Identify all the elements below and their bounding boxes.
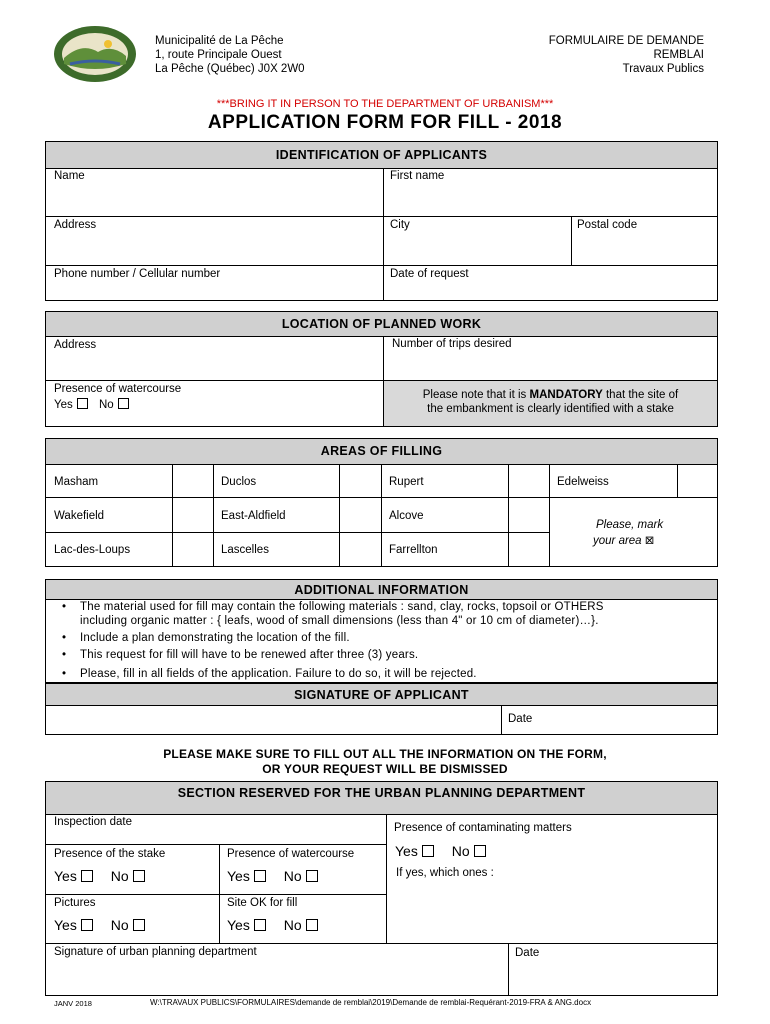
checked-box-icon: ⊠ [644,535,655,547]
form-type1: FORMULAIRE DE DEMANDE [548,35,704,47]
first-name-field[interactable] [385,184,717,215]
department: Travaux Publics [622,63,704,75]
if-yes-label: If yes, which ones : [396,867,494,879]
bullet1-line2: including organic matter : { leafs, wood of small dimensions (less than 4" or 10 cm of diameter)…}. [80,615,599,627]
form-type2: REMBLAI [653,49,704,61]
stake-yes-label: Yes [54,868,77,884]
area-masham: Masham [54,476,99,488]
note-mandatory: MANDATORY [529,389,603,401]
watercourse-no-label: No [98,399,114,411]
area-farrellton: Farrellton [389,544,438,556]
mark-area-text: your area [593,535,642,547]
date-request-field[interactable] [385,282,717,300]
note-post: that the site of [605,389,679,401]
additional-heading: ADDITIONAL INFORMATION [45,579,718,600]
area-duclos: Duclos [221,476,257,488]
pictures-yes-label: Yes [54,917,77,933]
footer-date: JANV 2018 [54,999,92,1008]
stake-options [54,868,145,884]
bullet-dot: • [62,601,67,613]
reserved-watercourse-options [227,868,318,884]
stake-label: Presence of the stake [54,848,166,860]
postal-code-field[interactable] [573,233,717,264]
stake-yes-checkbox[interactable] [81,870,93,882]
area-wakefield-box[interactable] [173,498,213,532]
contaminating-yes-label: Yes [395,843,418,859]
city-label: City [390,219,410,231]
date-request-label: Date of request [390,268,469,280]
trips-field[interactable] [385,352,717,379]
mark-area-line2 [593,533,654,547]
city-field[interactable] [385,233,570,264]
inspection-date-label: Inspection date [54,816,133,828]
area-alcove: Alcove [389,510,424,522]
contaminating-options [395,843,486,859]
area-lac-des-loups: Lac-des-Loups [54,544,131,556]
location-heading: LOCATION OF PLANNED WORK [45,311,718,337]
mandatory-note-line1 [384,389,717,401]
site-ok-yes-label: Yes [227,917,250,933]
urban-signature-field[interactable] [46,962,507,995]
contaminating-no-label: No [451,843,470,859]
bullet-dot: • [62,649,67,661]
page-title: APPLICATION FORM FOR FILL - 2018 [207,112,563,133]
mark-area-line1: Please, mark [596,519,664,531]
warning-line1: PLEASE MAKE SURE TO FILL OUT ALL THE INFORMATION ON THE FORM, [163,747,607,761]
phone-label: Phone number / Cellular number [54,268,221,280]
urban-date-label: Date [515,947,540,959]
identification-heading: IDENTIFICATION OF APPLICANTS [45,141,718,169]
municipality-name: Municipalité de La Pêche [155,35,284,47]
signature-heading: SIGNATURE OF APPLICANT [45,683,718,706]
watercourse-options [54,398,129,411]
watercourse-yes-label: Yes [54,399,73,411]
reserved-watercourse-label: Presence of watercourse [227,848,355,860]
location-address-label: Address [54,339,97,351]
reserved-watercourse-yes-checkbox[interactable] [254,870,266,882]
municipality-logo [52,24,138,84]
contaminating-yes-checkbox[interactable] [422,845,434,857]
bullet2: Include a plan demonstrating the location of the fill. [80,632,350,644]
site-ok-options [227,917,318,933]
watercourse-label: Presence of watercourse [54,383,182,395]
signature-field[interactable] [46,706,500,734]
watercourse-yes-checkbox[interactable] [77,398,88,409]
area-duclos-box[interactable] [340,465,381,497]
contaminating-details-field[interactable] [388,884,717,942]
area-edelweiss-box[interactable] [678,465,717,497]
area-east-aldfield-box[interactable] [340,498,381,532]
area-rupert: Rupert [389,476,424,488]
area-wakefield: Wakefield [54,510,105,522]
area-lac-des-loups-box[interactable] [173,533,213,566]
reserved-watercourse-no-checkbox[interactable] [306,870,318,882]
area-masham-box[interactable] [173,465,213,497]
postal-code-label: Postal code [577,219,638,231]
mandatory-note-line2: the embankment is clearly identified with a stake [427,403,674,415]
municipality-address1: 1, route Principale Ouest [155,49,282,61]
pictures-label: Pictures [54,897,96,909]
signature-date-field[interactable] [540,706,717,734]
bullet3: This request for fill will have to be renewed after three (3) years. [80,649,419,661]
address-label: Address [54,219,97,231]
pictures-no-label: No [110,917,129,933]
name-field[interactable] [46,184,382,215]
area-east-aldfield: East-Aldfield [221,510,286,522]
warning-line2: OR YOUR REQUEST WILL BE DISMISSED [262,762,508,776]
address-field[interactable] [46,233,382,264]
pictures-no-checkbox[interactable] [133,919,145,931]
reserved-watercourse-yes-label: Yes [227,868,250,884]
pictures-options [54,917,145,933]
footer-path: W:\TRAVAUX PUBLICS\FORMULAIRES\demande de remblai\2019\Demande de remblai-Requérant-2019-FRA & ANG.docx [150,998,592,1007]
bullet-dot: • [62,668,67,680]
contaminating-label: Presence of contaminating matters [394,822,572,834]
reserved-heading: SECTION RESERVED FOR THE URBAN PLANNING DEPARTMENT [45,781,718,815]
note-pre: Please note that it is [422,389,527,401]
name-label: Name [54,170,85,182]
signature-date-label: Date [508,713,533,725]
bullet-dot: • [62,632,67,644]
areas-heading: AREAS OF FILLING [45,438,718,465]
site-ok-no-checkbox[interactable] [306,919,318,931]
site-ok-yes-checkbox[interactable] [254,919,266,931]
area-alcove-box[interactable] [509,498,549,532]
area-lascelles-box[interactable] [340,533,381,566]
location-address-field[interactable] [46,352,382,379]
trips-label: Number of trips desired [392,338,512,350]
reserved-watercourse-no-label: No [283,868,302,884]
area-farrellton-box[interactable] [509,533,549,566]
phone-field[interactable] [46,282,382,300]
stake-no-checkbox[interactable] [133,870,145,882]
area-edelweiss: Edelweiss [557,476,609,488]
first-name-label: First name [390,170,445,182]
site-ok-label: Site OK for fill [227,897,298,909]
bullet4: Please, fill in all fields of the application. Failure to do so, it will be rejected. [80,668,477,680]
urban-signature-label: Signature of urban planning department [54,946,257,958]
bullet1-line1: The material used for fill may contain the following materials : sand, clay, rocks, topsoil or OTHERS [80,601,604,613]
urban-date-field[interactable] [510,962,717,995]
inspection-date-field[interactable] [46,830,385,843]
stake-no-label: No [110,868,129,884]
municipality-address2: La Pêche (Québec) J0X 2W0 [155,63,305,75]
bring-in-person-notice: ***BRING IT IN PERSON TO THE DEPARTMENT OF URBANISM*** [216,98,554,110]
watercourse-no-checkbox[interactable] [118,398,129,409]
pictures-yes-checkbox[interactable] [81,919,93,931]
contaminating-no-checkbox[interactable] [474,845,486,857]
site-ok-no-label: No [283,917,302,933]
area-lascelles: Lascelles [221,544,269,556]
area-rupert-box[interactable] [509,465,549,497]
